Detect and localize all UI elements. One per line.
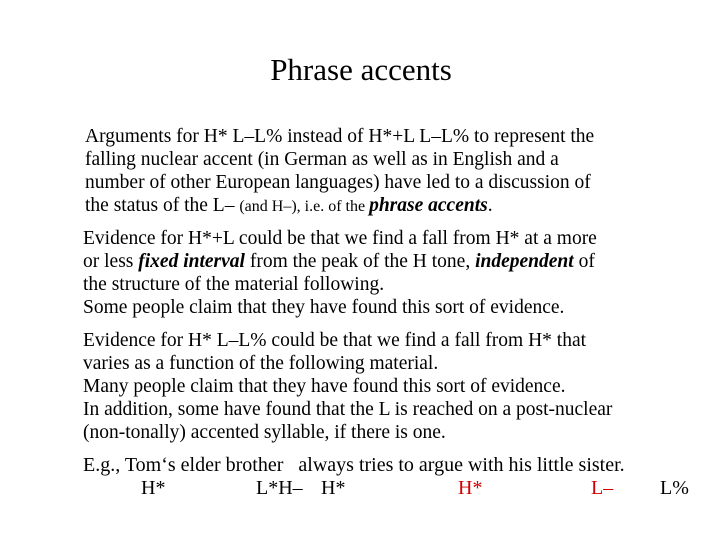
text-line: the structure of the material following. <box>83 274 385 295</box>
example-sentence: E.g., Tom‘s elder brother always tries to argue with his little sister. <box>83 454 625 476</box>
paragraph-evidence-hl <box>83 227 703 319</box>
example-block <box>83 454 703 500</box>
tone-label: L*H– <box>256 477 303 499</box>
text-line <box>83 250 703 273</box>
text-line: Some people claim that they have found this sort of evidence. <box>83 297 565 318</box>
tone-label: H* <box>458 477 483 499</box>
tone-annotations <box>83 477 703 500</box>
text-line: In addition, some have found that the L is reached on a post-nuclear <box>83 399 613 420</box>
text-segment: from the peak of the H tone, <box>244 251 476 272</box>
text-line <box>85 194 705 217</box>
emphasis-phrase-accents: phrase accents <box>369 195 488 216</box>
text-line: Many people claim that they have found this sort of evidence. <box>83 376 566 397</box>
text-line: Evidence for H* L–L% could be that we find a fall from H* that <box>83 330 587 351</box>
text-segment-small: (and H–), i.e. of the <box>239 198 370 215</box>
text-segment: or less <box>83 251 139 272</box>
paragraph-evidence-hll <box>83 329 703 444</box>
emphasis-independent: independent <box>475 251 574 272</box>
text-segment: the status of the L– <box>85 195 240 216</box>
tone-label: H* <box>321 477 346 499</box>
paragraph-arguments <box>85 125 705 217</box>
text-line: number of other European languages) have led to a discussion of <box>85 172 591 193</box>
text-line: falling nuclear accent (in German as well as in English and a <box>85 149 559 170</box>
emphasis-fixed-interval: fixed interval <box>138 251 245 272</box>
text-segment: . <box>487 195 493 216</box>
slide-title: Phrase accents <box>270 52 452 87</box>
tone-label: L% <box>660 477 689 499</box>
tone-label: H* <box>141 477 166 499</box>
tone-label: L– <box>591 477 614 499</box>
text-segment: of <box>573 251 595 272</box>
text-line: varies as a function of the following material. <box>83 353 439 374</box>
text-line: Evidence for H*+L could be that we find a fall from H* at a more <box>83 228 597 249</box>
text-line: (non-tonally) accented syllable, if there is one. <box>83 422 446 443</box>
text-line: Arguments for H* L–L% instead of H*+L L–L% to represent the <box>85 126 595 147</box>
